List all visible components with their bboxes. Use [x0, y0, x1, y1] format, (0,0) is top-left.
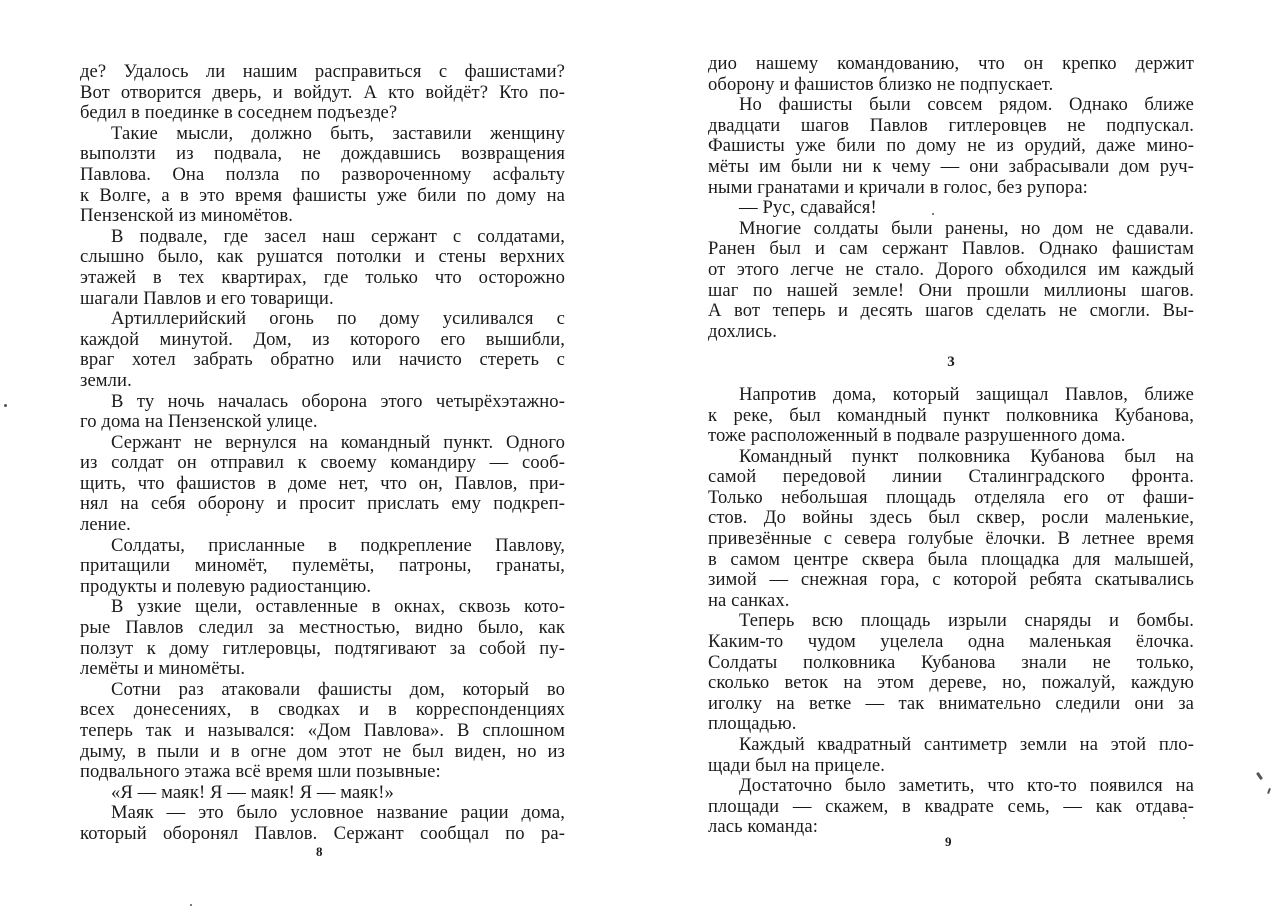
scan-speck: [226, 514, 228, 516]
right-page-text-after: [708, 385, 1194, 838]
text-line: лемёты и миномёты.: [80, 658, 246, 680]
text-line: В подвале, где засел наш сержант с солдатами,: [111, 225, 565, 247]
text-line: дио нашему командованию, что он крепко держит: [708, 53, 1194, 74]
scan-speck: [932, 213, 934, 215]
text-line: дохлись.: [708, 320, 778, 342]
text-line: Пензенской из миномётов.: [80, 205, 293, 227]
text-line: Солдаты, присланные в подкрепление Павлову,: [111, 534, 565, 556]
text-line: тоже расположенный в подвале разрушенного дома.: [708, 425, 1126, 447]
text-line: Каким-то чудом уцелела одна маленькая ёлочка.: [708, 631, 1194, 653]
text-line: Достаточно было заметить, что кто-то появился на: [739, 775, 1194, 797]
text-line: стов. До войны здесь был сквер, росли маленькие,: [708, 507, 1194, 529]
right-page: [708, 0, 1194, 912]
right-page-text-before: [708, 54, 1194, 342]
text-line: сколько веток на этом дереве, но, пожалуй, каждую: [708, 672, 1194, 694]
text-line: ными гранатами и кричали в голос, без рупора:: [708, 176, 1088, 198]
text-line: Командный пункт полковника Кубанова был на: [739, 445, 1194, 467]
text-line: который оборонял Павлов. Сержант сообщал по ра-: [80, 822, 565, 844]
text-line: В узкие щели, оставленные в окнах, сквозь кото-: [111, 596, 565, 618]
text-line: ползут к дому гитлеровцы, подтягивают за собой пу-: [80, 637, 565, 659]
text-line: щить, что фашистов в доме нет, что он, Павлов, при-: [80, 472, 565, 494]
text-line: слышно было, как рушатся потолки и стены верхних: [80, 246, 565, 268]
text-line: мёты им были ни к чему — они забрасывали дом руч-: [708, 155, 1194, 177]
text-line: земли.: [80, 369, 132, 391]
right-page-text: [708, 0, 1194, 838]
right-page-number: 9: [945, 834, 952, 849]
text-line: теперь так и назывался: «Дом Павлова». В сплошном: [80, 720, 565, 741]
text-line: Только небольшая площадь отделяла его от фаши-: [708, 486, 1194, 508]
text-line: зимой — снежная гора, с которой ребята скатывались: [708, 569, 1194, 591]
scan-speck: [4, 404, 7, 407]
text-line: де? Удалось ли нашим расправиться с фашистами?: [80, 61, 565, 82]
text-line: к реке, был командный пункт полковника Кубанова,: [708, 404, 1194, 426]
text-line: Теперь всю площадь изрыли снаряды и бомбы.: [739, 610, 1194, 632]
text-line: Фашисты уже били по дому не из орудий, даже мино-: [708, 135, 1194, 157]
text-line: лась команда:: [708, 816, 818, 838]
text-line: Многие солдаты были ранены, но дом не сдавали.: [739, 217, 1194, 239]
text-line: оборону и фашистов близко не подпускает.: [708, 73, 1054, 95]
text-line: площади — скажем, в квадрате семь, — как отдава-: [708, 795, 1194, 817]
text-line: Ранен был и сам сержант Павлов. Однако фашистам: [708, 238, 1194, 260]
text-line: ление.: [80, 514, 131, 536]
text-line: продукты и полевую радиостанцию.: [80, 575, 372, 597]
text-line: дыму, в пыли и в огне дом этот не был виден, но из: [80, 740, 565, 762]
scan-speck: [190, 904, 192, 906]
text-line: Артиллерийский огонь по дому усиливался с: [111, 308, 565, 330]
text-line: щади был на прицеле.: [708, 754, 885, 776]
text-line: этажей в тех квартирах, где только что осторожно: [80, 266, 565, 288]
text-line: шаг по нашей земле! Они прошли миллионы шагов.: [708, 279, 1194, 301]
text-line: Каждый квадратный сантиметр земли на этой пло-: [739, 734, 1194, 755]
text-line: к Волге, а в это время фашисты уже били по дому на: [80, 184, 565, 206]
left-page: [80, 0, 565, 912]
scan-speck: [1183, 817, 1185, 819]
text-line: Но фашисты были совсем рядом. Однако ближе: [739, 94, 1194, 116]
text-line: Вот отворится дверь, и войдут. А кто войдёт? Кто по-: [80, 81, 565, 103]
text-line: на санках.: [708, 589, 790, 611]
text-line: подвального этажа всё время шли позывные:: [80, 761, 441, 783]
left-page-text: [80, 0, 565, 845]
text-line: Маяк — это было условное название рации дома,: [111, 802, 565, 824]
text-line: площадью.: [708, 713, 797, 735]
text-line: привезённые с севера голубые ёлочки. В летнее время: [708, 528, 1194, 550]
text-line: двадцати шагов Павлов гитлеровцев не подпускал.: [708, 114, 1194, 136]
text-line: Солдаты полковника Кубанова знали не только,: [708, 651, 1194, 673]
text-line: из солдат он отправил к своему командиру — сооб-: [80, 452, 565, 474]
text-line: враг хотел забрать обратно или начисто стереть с: [80, 349, 565, 371]
left-page-number: 8: [316, 844, 323, 859]
text-line: бедил в поединке в соседнем подъезде?: [80, 102, 398, 124]
text-line: шагали Павлов и его товарищи.: [80, 287, 334, 309]
text-line: — Рус, сдавайся!: [739, 197, 877, 219]
text-line: рые Павлов следил за местностью, видно было, как: [80, 617, 565, 639]
text-line: всех донесениях, в сводках и в корреспонденциях: [80, 699, 565, 721]
section-heading: 3: [947, 354, 955, 371]
text-line: Павлова. Она ползла по развороченному асфальту: [80, 163, 565, 185]
scan-speck: [1256, 772, 1263, 780]
text-line: выползти из подвала, не дождавшись возвращения: [80, 143, 565, 165]
scan-speck: [1267, 788, 1271, 794]
text-line: А вот теперь и десять шагов сделать не смогли. Вы-: [708, 300, 1194, 322]
text-line: «Я — маяк! Я — маяк! Я — маяк!»: [111, 781, 394, 803]
text-line: притащили миномёт, пулемёты, патроны, гранаты,: [80, 555, 565, 577]
text-line: самой передовой линии Сталинградского фронта.: [708, 466, 1194, 488]
text-line: Такие мысли, должно быть, заставили женщину: [111, 122, 565, 144]
text-line: иголку на ветке — так внимательно следили они за: [708, 692, 1194, 714]
text-line: нял на себя оборону и просит прислать ему подкреп-: [80, 493, 565, 515]
text-line: Сотни раз атаковали фашисты дом, который во: [111, 678, 565, 700]
text-line: Напротив дома, который защищал Павлов, ближе: [739, 383, 1194, 405]
text-line: каждой минутой. Дом, из которого его вышибли,: [80, 328, 565, 350]
text-line: го дома на Пензенской улице.: [80, 411, 318, 433]
text-line: в самом центре сквера была площадка для малышей,: [708, 548, 1194, 570]
text-line: от этого легче не стало. Дорого обходился им каждый: [708, 258, 1194, 280]
text-line: Сержант не вернулся на командный пункт. Одного: [111, 431, 565, 453]
text-line: В ту ночь началась оборона этого четырёхэтажно-: [111, 390, 565, 412]
